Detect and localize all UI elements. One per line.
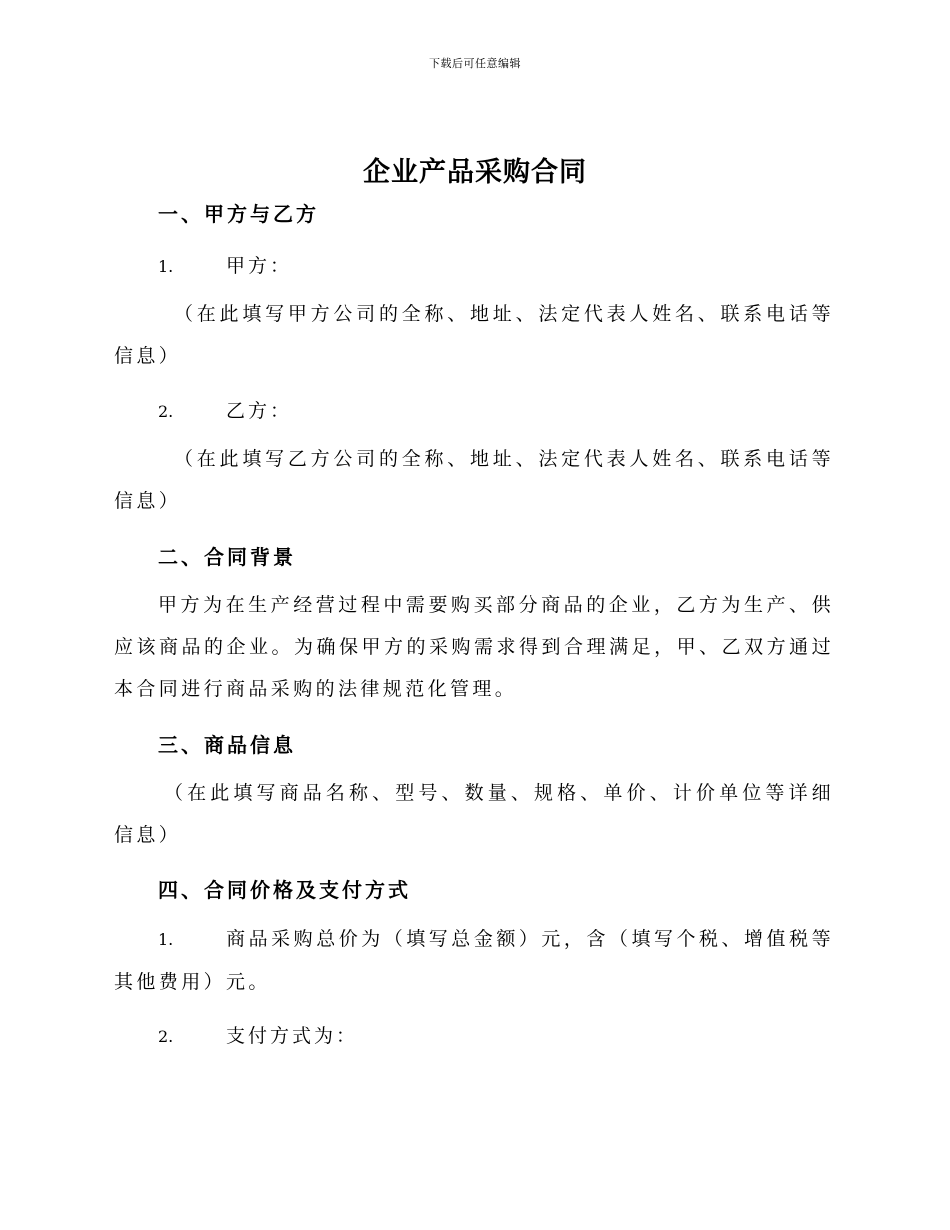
item-number: 2. [158, 402, 174, 421]
party-a-label: 甲方： [226, 255, 293, 277]
background-paragraph: 甲方为在生产经营过程中需要购买部分商品的企业，乙方为生产、供应该商品的企业。为确保甲方的采购需求得到合理满足，甲、乙双方通过本合同进行商品采购的法律规范化管理。 [114, 594, 834, 700]
party-b-line [158, 396, 292, 423]
party-a-placeholder: （在此填写甲方公司的全称、地址、法定代表人姓名、联系电话等信息） [114, 303, 834, 367]
section-heading-background: 二、合同背景 [158, 545, 296, 569]
section-heading-goods: 三、商品信息 [158, 733, 296, 757]
party-a-line [158, 251, 292, 278]
item-number: 1. [158, 257, 174, 276]
item-number: 2. [158, 1027, 174, 1046]
price-paragraph [114, 918, 834, 1003]
item-number: 1. [158, 930, 174, 949]
section-heading-price-payment: 四、合同价格及支付方式 [158, 878, 411, 902]
contract-title: 企业产品采购合同 [363, 157, 587, 188]
price-text: 商品采购总价为（填写总金额）元，含（填写个税、增值税等其他费用）元。 [114, 928, 834, 993]
payment-method-label: 支付方式为： [226, 1025, 359, 1047]
party-b-placeholder: （在此填写乙方公司的全称、地址、法定代表人姓名、联系电话等信息） [114, 448, 834, 512]
payment-method-line [158, 1021, 358, 1048]
section-heading-parties: 一、甲方与乙方 [158, 202, 319, 226]
header-note: 下载后可任意编辑 [429, 57, 521, 70]
party-b-label: 乙方： [226, 400, 293, 422]
goods-placeholder: （在此填写商品名称、型号、数量、规格、单价、计价单位等详细信息） [114, 782, 834, 846]
